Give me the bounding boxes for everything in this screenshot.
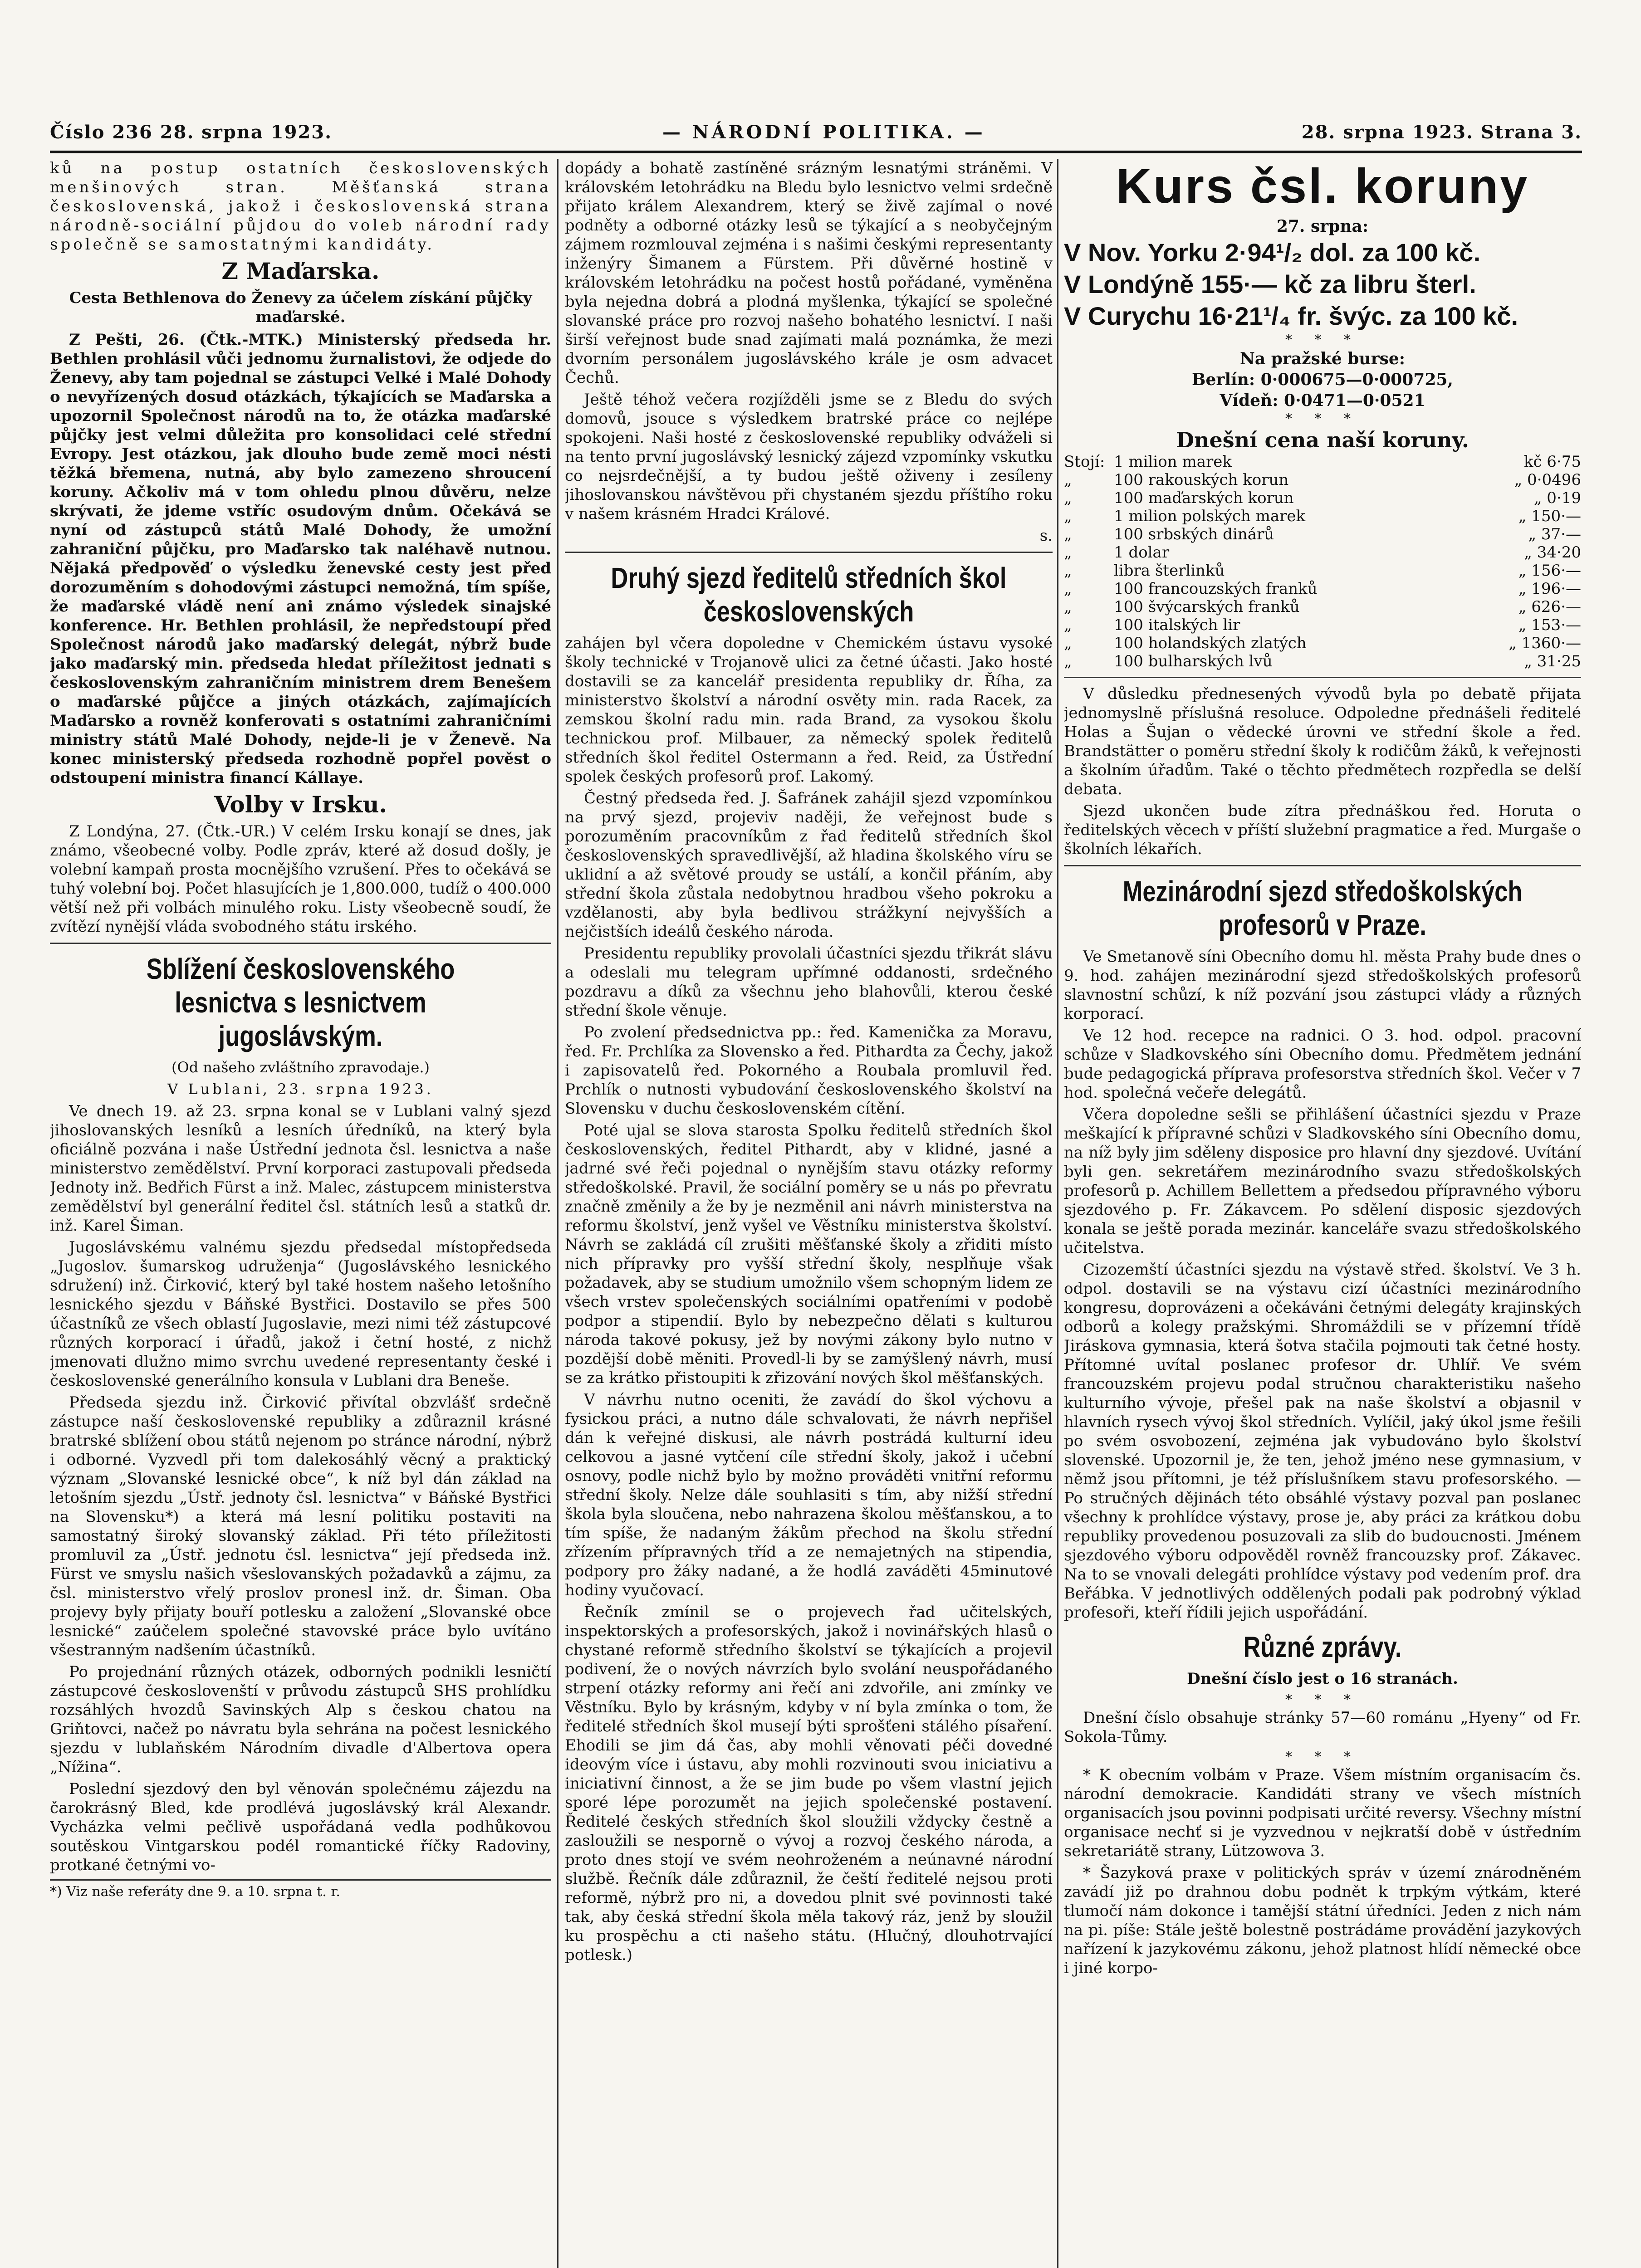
kurs-zurich: V Curychu 16·21¹/₄ fr. švýc. za 100 kč. (1064, 302, 1518, 330)
rate-value: „ 0·19 (1533, 489, 1581, 507)
article-heading-reditele: Druhý sjezd ředitelů středních škol československých (611, 562, 1007, 628)
rate-row (1064, 453, 1581, 471)
rate-item: 100 bulharských lvů (1114, 652, 1273, 670)
rate-item: 100 švýcarských franků (1114, 598, 1300, 616)
article-paragraph: Ve 12 hod. recepce na radnici. O 3. hod. odpol. pracovní schůze v Sladkovského síni Obecního domu. Předmětem jednání bude pedagogická příprava profesorstva středních škol. Večer v 7 hod. společná večeře delegátů. (1064, 1026, 1581, 1102)
rate-value: „ 153·— (1518, 616, 1581, 634)
article-paragraph: * K obecním volbám v Praze. Všem místním organisacím čs. národní demokracie. Kandidáti strany ve všech místních organisacích jsou povinni podpisati určité reversy. Všechny místní organisace nechť si je vyzvednou v nejkratší době v ústředním sekretariátě strany, Lützowova 3. (1064, 1766, 1581, 1860)
rate-row (1064, 562, 1581, 580)
section-rule (1064, 865, 1581, 866)
section-rule (50, 943, 551, 944)
rate-item: 100 rakouských korun (1114, 471, 1289, 489)
rate-prefix: „ (1064, 652, 1072, 670)
newspaper-title: — NÁRODNÍ POLITIKA. — (662, 122, 985, 143)
rate-item: 100 holandských zlatých (1114, 634, 1307, 652)
rate-row (1064, 543, 1581, 562)
article-paragraph: Presidentu republiky provolali účastníci sjezdu třikrát slávu a odeslali mu telegram upřímné oddanosti, srdečného pozdravu a díků za všechnu jeho blahovůli, kterou české střední škole věnuje. (565, 944, 1053, 1020)
rate-table (1064, 453, 1581, 670)
rate-row (1064, 652, 1581, 670)
masthead (50, 122, 1582, 149)
rate-prefix: „ (1064, 562, 1072, 580)
issue-number: Číslo 236 28. srpna 1923. (50, 122, 333, 143)
stars-divider: * * * (1285, 1692, 1360, 1708)
rate-item: 1 dolar (1114, 543, 1170, 562)
rate-value: „ 37·— (1528, 525, 1581, 543)
rate-value: „ 150·— (1518, 507, 1581, 525)
rate-row (1064, 580, 1581, 598)
article-heading-irsko: Volby v Irsku. (214, 791, 387, 818)
kurs-heading: Kurs čsl. koruny (1116, 159, 1529, 213)
rate-row (1064, 634, 1581, 652)
article-paragraph: Ve dnech 19. až 23. srpna konal se v Lublani valný sjezd jihoslovanských lesníků a lesních úředníků, na který byla oficiálně pozvána i naše Ústřední jednota čsl. lesnictva a naše ministerstvo zemědělství. První korporaci zastupovali předseda Jednoty inž. Bedřich Fürst a inž. Malec, zástupcem ministerstva zemědělství byl generální ředitel čsl. státních lesů a statků dr. inž. Karel Šiman. (50, 1102, 551, 1235)
masthead-rule (50, 151, 1582, 153)
article-paragraph: Předseda sjezdu inž. Čirković přivítal obzvlášť srdečně zástupce naší československé republiky a zdůraznil krásné bratrské sblížení obou států nejenom po stránce národní, nýbrž i odborné. Vyzvedl při tom dalekosáhlý věcný a praktický význam „Slovanské lesnické obce“, k níž byl dán základ na letošním sjezdu „Ústř. jednoty čsl. lesnictva“ v Báňské Bystřici na Slovensku*) a která má lesní politiku postaviti na samostatný široký slovanský základ. Při této příležitosti promluvil za „Ústř. jednotu čsl. lesnictva“ její předseda inž. Fürst ve smyslu našich všeslovanských požadavků a zájmu, za čsl. ministerstvo vřelý proslov pronesl inž. dr. Šiman. Oba projevy byly přijaty bouří potlesku a založení „Slovanské obce lesnické“ zaúčelem společné stavovské práce bylo uvítáno všestranným nadšením účastníků. (50, 1393, 551, 1659)
article-paragraph: Jugoslávskému valnému sjezdu předsedal místopředseda „Jugoslov. šumarskog udruženja“ (Jugoslávského lesnického sdružení) inž. Čirković, který byl také hostem našeho letošního lesnického sjezdu v Báňské Bystřici. Dostavilo se přes 500 účastníků ze všech oblastí Jugoslavie, mezi nimi též zástupcové různých korporací i úřadů, jakož i četní hosté, z nichž jmenovati dlužno mimo svrchu uvedené representanty české i československé generálního konsula v Lublani dra Beneše. (50, 1238, 551, 1390)
rate-row (1064, 507, 1581, 525)
column-divider (557, 159, 558, 2268)
article-paragraph: Čestný předseda řed. J. Šafránek zahájil sjezd vzpomínkou na prvý sjezd, projeviv naději, že veřejnost bude s porozuměním pracovníkům z řad ředitelů středních škol československých spravedlivější, až hladina školského víru se uklidní a až světové proudy se ustálí, a končil přáním, aby střední škola zůstala nedobytnou hradbou všeho pokroku a vzdělanosti, aby byla bedlivou strážkyní nejvyšších a nejčistších ideálů českého národa. (565, 789, 1053, 941)
article-paragraph: Z Pešti, 26. (Čtk.-MTK.) Ministerský předseda hr. Bethlen prohlásil vůči jednomu žurnalistovi, že odjede do Ženevy, aby tam pojednal se zástupci Velké i Malé Dohody o nevyřízených dosud otázkách, týkajících se Maďarska a upozornil Společnost národů na to, že otázka maďarské půjčky jest velmi důležita pro konsolidaci celé střední Evropy. Jest otázkou, jak dlouho bude země moci nésti těžká břemena, nutná, aby bylo zamezeno shroucení koruny. Ačkoliv má v tom ohledu plnou důvěru, nelze skrývati, že jdeme vstříc osudovým dnům. Očekává se nyní od zástupců států Malé Dohody, že umožní zahraniční půjčku, pro Maďarsko tak naléhavě nutnou. Nějaká předpověď o výsledku ženevské cesty jest před dorozuměním s dohodovými zástupci nemožná, tím spíše, že maďarské vládě není ani známo výsledek sinajské konference. Hr. Bethlen prohlásil, že nepředstoupí před Společnost národů jako maďarský delegát, nýbrž bude jako maďarský min. předseda hledat příležitost jednati s československým zahraničním ministrem drem Benešem o maďarské půjčce a jiných otázkách, zajímajících Maďarsko a rovněž konferovati s ostatními zahraničními ministry států Malé Dohody, nejde-li je v Ženevě. Na konec ministerský předseda rozhodně popřel pověst o odstoupení ministra financí Kállaye. (50, 331, 551, 787)
rate-item: 100 italských lir (1114, 616, 1240, 634)
section-rule (565, 552, 1053, 553)
rate-prefix: „ (1064, 616, 1072, 634)
article-heading-lesnictvi: Sblížení československého lesnictva s lesnictvem jugoslávským. (146, 953, 455, 1052)
rate-value: „ 1360·— (1509, 634, 1581, 652)
article-heading-madarsko: Z Maďarska. (221, 258, 380, 284)
article-paragraph: Po zvolení předsednictva pp.: řed. Kamenička za Moravu, řed. Fr. Prchlíka za Slovensko a řed. Pithardta za Čechy, jakož i zapisovatelů řed. Pokorného a Roubala promluvil řed. Prchlík o nutnosti vybudování československého školství na Slovensku v duchu československém cítění. (565, 1023, 1053, 1118)
rate-prefix: „ (1064, 634, 1072, 652)
rate-value: „ 196·— (1518, 580, 1581, 598)
article-paragraph: Poté ujal se slova starosta Spolku ředitelů středních škol československých, ředitel Pithardt, aby v klidné, jasné a jadrné své řeči pojednal o nynějším stavu otázky reformy středoškolské. Pravil, že sociální poměry se u nás po převratu značně změnily a že by je nezměnil ani návrh ministerstva na reformu školství, jenž vyšel ve Věstníku ministerstva školství. Návrh se zakládá cíl zrušiti měšťanské školy a zřiditi místo nich přípravky pro vyšší střední školy, nesplňuje však požadavek, aby se studium umožnilo všem schopným lidem ze všech vrstev společenských sociálními opatřeními v podobě podpor a stipendií. Bylo by nebezpečno dělati s kulturou národa takové pokusy, jež by novými zákony bylo nutno v pozdější době měniti. Provedl-li by se zamýšlený návrh, musí se za krátko přistoupiti k zřizování nových škol měšťanských. (565, 1121, 1053, 1387)
rate-row (1064, 598, 1581, 616)
article-paragraph: ků na postup ostatních československých menšinových stran. Měšťanská strana československá, jakož i československá strana národně-sociální půjdou do voleb národní rady společně se samostatnými kandidáty. (50, 159, 551, 254)
article-paragraph: Z Londýna, 27. (Čtk.-UR.) V celém Irsku konají se dnes, jak známo, všeobecné volby. Podle zpráv, které až dosud došly, je volební kampaň prosta mocnějšího vzrušení. Přes to očekává se tuhý volební boj. Počet hlasujících je 1,800.000, tudíž o 400.000 větší než při volbách minulého roku. Listy všeobecně soudí, že zvítězí nynější vláda svobodného státu irského. (50, 822, 551, 936)
article-paragraph: Cizozemští účastníci sjezdu na výstavě střed. školství. Ve 3 h. odpol. dostavili se na výstavu cizí účastníci mezinárodního kongresu, doprovázeni a očekáváni četnými delegáty krajinských odborů a kolegy pražskými. Shromáždili se v přízemní třídě Jiráskova gymnasia, která šotva stačila pojmouti tak četné hosty. Přítomné uvítal poslanec profesor dr. Uhlíř. Ve svém francouzském projevu podal stručnou charakteristiku našeho kulturního vývoje, přešel pak na naše školství a objasnil v hlavních rysech vývoj škol středních. Vylíčil, jaký úkol jsme řešili po svém osvobození, zejména jak vybudováno bylo školství slovenské. Upozornil je, že ten, jehož jméno nese gymnasium, v němž jsou přítomni, je též příslušníkem stavu profesorského. — Po stručných dějinách této obsáhlé výstavy pozval pan poslanec všechny k prohlídce výstavy, prose je, aby práci za krátkou dobu republiky provedenou posuzovali za slib do budoucnosti. Jménem sjezdového výboru odpověděl rovněž francouzsky prof. Zákavec. Na to se vnovali delegáti prohlídce výstavy pod vedením prof. dra Beřábka. V jednotlivých oddělených podali pak podrobný výklad profesoři, kteří řídili jejich uspořádání. (1064, 1261, 1581, 1622)
article-paragraph: Sjezd ukončen bude zítra přednáškou řed. Horuta o ředitelských věcech v příští služební pragmatice a řed. Murgaše o školních lékařích. (1064, 802, 1581, 858)
rate-prefix: „ (1064, 489, 1072, 507)
article-paragraph: V důsledku přednesených vývodů byla po debatě přijata jednomyslně příslušná resoluce. Odpoledne přednášeli ředitelé Holas a Šujan o vědecké úrovni ve střední škole a řed. Brandstätter o poměru střední školy k rodičům žáků, k veřejnosti a školním úřadům. Také o těchto předmětech rozpředla se delší debata. (1064, 685, 1581, 798)
rate-value: „ 34·20 (1524, 543, 1581, 562)
rate-prefix: „ (1064, 471, 1072, 489)
page-date-number: 28. srpna 1923. Strana 3. (1301, 122, 1582, 143)
stars-divider: * * * (1285, 332, 1360, 348)
ruzne-subheading: Dnešní číslo jest o 16 stranách. (1187, 1670, 1458, 1688)
rate-value: „ 156·— (1518, 562, 1581, 580)
section-rule (1064, 677, 1581, 678)
burse-wien: Vídeň: 0·0471—0·0521 (1220, 391, 1425, 410)
kurs-new-york: V Nov. Yorku 2·94¹/₂ dol. za 100 kč. (1064, 238, 1481, 267)
article-paragraph: V návrhu nutno oceniti, že zavádí do škol výchovu a fysickou práci, a nutno dále schvalovati, že návrh nepřišel dán k veřejné diskusi, ale návrh postrádá kulturní ideu celkovou a jasné vytčení cíle střední školy, jakož i učební osnovy, podle nichž bylo by možno prováděti vnitřní reformu střední školy. Nelze dále souhlasiti s tím, aby nižší střední škola byla sloučena, nebo nahrazena školou měšťanskou, a to tím spíše, že nadaným žákům přechod na školu střední zřízením přípravných tříd a ze nemajetných na stipendia, podpory pro žáky nadané, a že hodlá zaváděti 45minutové hodiny vyučovací. (565, 1391, 1053, 1599)
column-3 (1064, 159, 1581, 2268)
rate-prefix: „ (1064, 598, 1072, 616)
article-subheading: Cesta Bethlenova do Ženevy za účelem získání půjčky maďarské. (69, 289, 532, 326)
rate-prefix: „ (1064, 525, 1072, 543)
rate-value: „ 626·— (1518, 598, 1581, 616)
article-paragraph: * Šazyková praxe v politických správ v území znárodněném zavádí již po drahnou dobu podnět k trpkým výtkám, které tlumočí nám dokonce i tamější státní úředníci. Jeden z nich nám na pi. píše: Stále ještě bolestně postrádáme provádění jazykových nařízení k jazykovému zákonu, jehož platnost hlídí německé obce i jiné korpo- (1064, 1864, 1581, 1977)
article-paragraph: Poslední sjezdový den byl věnován společnému zájezdu na čarokrásný Bled, kde prodlévá jugoslávský král Alexandr. Vycházka velmi pečlivě uspořádaná vedla podhůkovou soutěskou Vintgarskou podél romantické říčky Radoviny, protkané četnými vo- (50, 1780, 551, 1874)
article-dateline: V Lublani, 23. srpna 1923. (167, 1080, 434, 1098)
rate-prefix: Stojí: (1064, 453, 1105, 471)
rate-item: 100 francouzských franků (1114, 580, 1318, 598)
rate-prefix: „ (1064, 543, 1072, 562)
article-paragraph: dopády a bohatě zastíněné srázným lesnatými stráněmi. V královském letohrádku na Bledu bylo lesnictvo velmi srdečně přijato králem Alexandrem, který se živě zajímal o nové podněty a odborné otázky lesů se týkající a s neobyčejným zájmem rozmlouval zejména i s našimi českými representanty inženýry Šimanem a Fürstem. Při důvěrné hostině v královském letohrádku na počest hostů pořádané, vyměněna byla nejedna dobrá a plodná myšlenka, týkající se společné slovanské práce pro rozvoj našeho bohatého lesnictví. I naši širší veřejnost bude snad zajímati malá poznámka, že mezi dvorním personálem jugoslávského krále je osm advacet Čechů. (565, 159, 1053, 387)
article-signature: s. (1039, 527, 1053, 545)
cena-title: Dnešní cena naší koruny. (1176, 428, 1469, 452)
article-paragraph: Dnešní číslo obsahuje stránky 57—60 románu „Hyeny“ od Fr. Sokola-Tůmy. (1064, 1709, 1581, 1746)
column-2 (565, 159, 1053, 2268)
article-paragraph: Po projednání různých otázek, odborných podnikli lesničtí zástupcové českoslovenští v průvodu zástupců SHS prohlídku rozsáhlých hvozdů Savinských Alp s českou chatou na Griňtovci, načež po návratu byla sehrána na počest lesnického sjezdu v lublaňském Národním divadle d'Albertova opera „Nížina“. (50, 1663, 551, 1776)
stars-divider: * * * (1285, 1749, 1360, 1765)
column-1 (50, 159, 551, 2268)
kurs-date: 27. srpna: (1276, 217, 1369, 236)
footnote: *) Viz naše referáty dne 9. a 10. srpna t. r. (50, 1879, 551, 1901)
rate-value: kč 6·75 (1523, 453, 1581, 471)
rate-row (1064, 489, 1581, 507)
article-paragraph: Ještě téhož večera rozjížděli jsme se z Bledu do svých domovů, jsouce s výsledkem bratrské práce co nejlépe spokojeni. Naši hosté z československé republiky odváželi si na tento první jugoslávský lesnický zájezd vzpomínky vskutku co nejsrdečnější, a ty budou ještě oživeny i zesíleny jihoslovanskou návštěvou při chystaném sjezdu příštího roku v našem krásném Hradci Králové. (565, 391, 1053, 523)
stars-divider: * * * (1285, 411, 1360, 427)
article-paragraph: Včera dopoledne sešli se přihlášení účastníci sjezdu v Praze meškající k přípravné schůzi v Sladkovského síni Obecního domu, na níž byly jim sděleny disposice pro hlavní dny sjezdové. Uvítání byli gen. sekretářem mezinárodního svazu středoškolských profesorů p. Achillem Bellettem a předsedou přípravného výboru sjezdového p. Fr. Zákavcem. Po sdělení disposic sjezdových konala se ještě porada mezinár. kanceláře svazu středoškolského učitelstva. (1064, 1105, 1581, 1257)
rate-prefix: „ (1064, 580, 1072, 598)
article-paragraph: Řečník zmínil se o projevech řad učitelských, inspektorských a profesorských, jakož i novinářských hlasů o chystané reformě středního školství se týkajících a projevil podivení, že o nových návrzích bylo svolání neuspořádaného strpení otázky reformy ani řečí ani zdvořile, ani zmínky ve Věstníku. Bylo by krásným, kdyby v ní byla zmínka o tom, že ředitelé středních škol musejí býti sprošťeni stálého písaření. Ehodili se jim dá čas, aby mohli věnovati péči dovedné ideovým více i ústavu, aby mohli rozvinouti svou iniciativu a iniciativní činnost, a že se jim bude po všem vlastní jejich sporé lépe porozumět na jejich společenské postavení. Ředitelé českých středních škol sloužili vždycky čestně a zasloužili se nesporně o vývoj a rozvoj českého národa, a proto dnes stojí ve svém neohroženém a neúnavné národní službě. Řečník dále zdůraznil, že čeští ředitelé nejsou proti reformě, nýbrž pro ni, a dovedou plnit své povinnosti také tak, aby česká střední škola měla takový ráz, jenž by sloužil ku prospěchu a cti našeho státu. (Hlučný, dlouhotrvající potlesk.) (565, 1603, 1053, 1964)
article-paragraph: zahájen byl včera dopoledne v Chemickém ústavu vysoké školy technické v Trojanově ulici za četné účasti. Jako hosté dostavili se za kancelář presidenta republiky dr. Říha, za ministerstvo školství a národní osvěty min. rada Racek, za zemskou školní radu min. rada Brand, za vysokou školu technickou prof. Milbauer, za německý spolek ředitelů středních škol ředitel Ostermann a řed. Reid, za Ústřední spolek českých profesorů prof. Lakomý. (565, 634, 1053, 786)
rate-item: 1 milion marek (1114, 453, 1232, 471)
article-byline: (Od našeho zvláštního zpravodaje.) (171, 1059, 430, 1076)
burse-berlin: Berlín: 0·000675—0·000725, (1192, 370, 1453, 389)
rate-item: 100 srbských dinárů (1114, 525, 1274, 543)
rate-row (1064, 616, 1581, 634)
rate-value: „ 0·0496 (1514, 471, 1581, 489)
article-heading-mezinarodni: Mezinárodní sjezd středoškolských profesorů v Praze. (1122, 875, 1523, 941)
column-divider (1057, 159, 1058, 2268)
rate-row (1064, 471, 1581, 489)
rate-item: 1 milion polských marek (1114, 507, 1306, 525)
rate-row (1064, 525, 1581, 543)
rate-prefix: „ (1064, 507, 1072, 525)
kurs-london: V Londýně 155·— kč za libru šterl. (1064, 270, 1476, 298)
burse-title: Na pražské burse: (1239, 349, 1406, 368)
article-heading-ruzne: Různé zprávy. (1243, 1631, 1402, 1663)
article-paragraph: Ve Smetanově síni Obecního domu hl. města Prahy bude dnes o 9. hod. zahájen mezinárodní sjezd středoškolských profesorů slavnostní schůzí, k níž pozvání jsou zástupci vlády a různých korporací. (1064, 948, 1581, 1023)
rate-value: „ 31·25 (1524, 652, 1581, 670)
rate-item: libra šterlinků (1114, 562, 1225, 580)
rate-item: 100 maďarských korun (1114, 489, 1294, 507)
